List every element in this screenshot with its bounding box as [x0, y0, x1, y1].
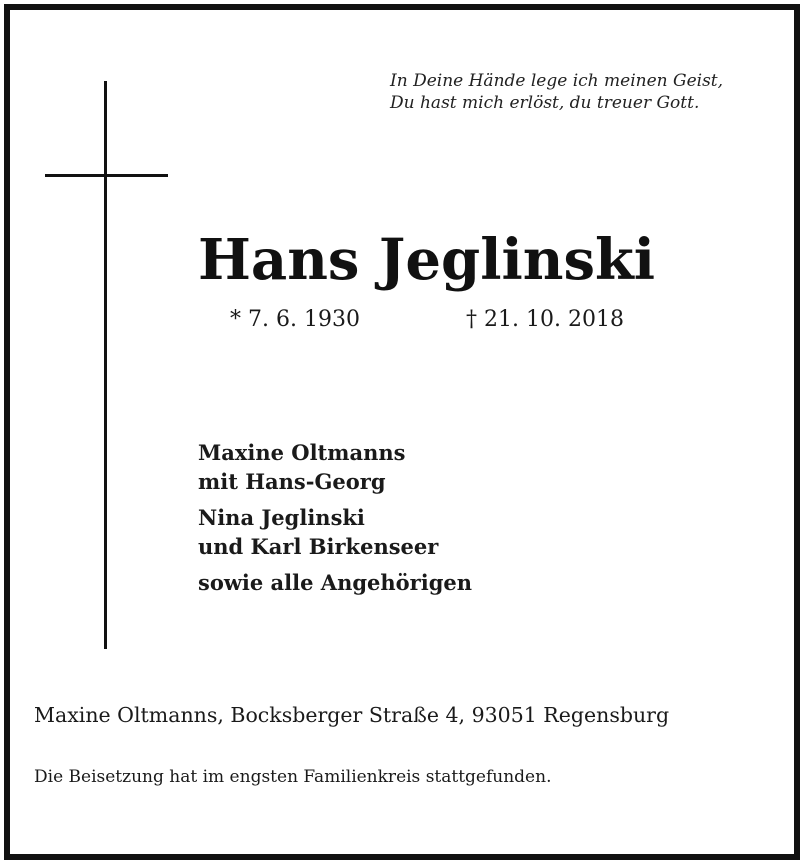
mourner-line: mit Hans-Georg — [198, 469, 386, 494]
mourner-line: und Karl Birkenseer — [198, 534, 439, 559]
cross-vertical-beam — [104, 81, 107, 649]
birth-date: * 7. 6. 1930 — [230, 307, 360, 332]
obituary-notice — [4, 4, 800, 860]
death-date: † 21. 10. 2018 — [466, 307, 624, 332]
mourners-list — [198, 438, 472, 597]
contact-address: Maxine Oltmanns, Bocksberger Straße 4, 93051 Regensburg — [34, 703, 670, 727]
bible-verse — [390, 70, 780, 114]
mourner-line: sowie alle Angehörigen — [198, 570, 473, 595]
verse-line-2: Du hast mich erlöst, du treuer Gott. — [390, 93, 700, 113]
mourner-line: Maxine Oltmanns — [198, 440, 406, 465]
burial-note: Die Beisetzung hat im engsten Familienkreis stattgefunden. — [34, 767, 552, 787]
deceased-name: Hans Jeglinski — [198, 227, 656, 293]
cross-horizontal-beam — [45, 174, 168, 177]
mourner-line: Nina Jeglinski — [198, 505, 365, 530]
verse-line-1: In Deine Hände lege ich meinen Geist, — [390, 71, 724, 91]
